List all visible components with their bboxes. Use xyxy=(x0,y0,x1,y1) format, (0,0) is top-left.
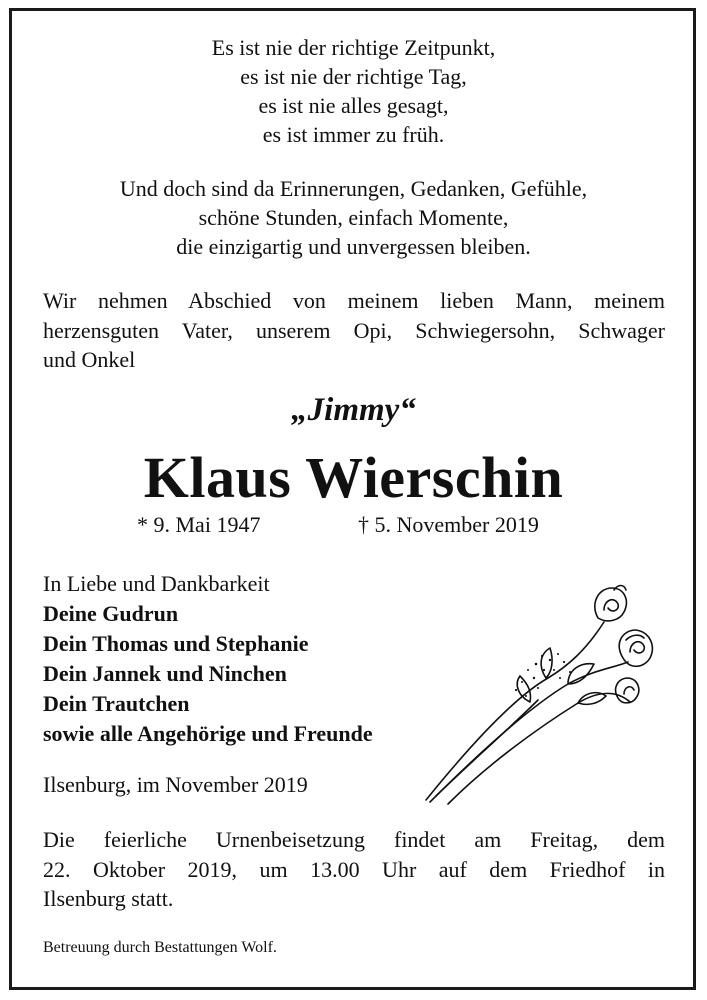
ceremony-line: Ilsenburg statt. xyxy=(43,886,174,911)
poem-stanza-1 xyxy=(0,33,707,149)
farewell-paragraph xyxy=(43,286,665,375)
poem-line: Und doch sind da Erinnerungen, Gedanken, Gefühle, xyxy=(119,176,588,201)
poem-line: es ist nie der richtige Tag, xyxy=(240,64,467,89)
poem-line: die einzigartig und unvergessen bleiben. xyxy=(176,234,531,259)
mourner-line: Dein Trautchen xyxy=(43,691,190,716)
roses-illustration-icon xyxy=(418,578,668,808)
poem-stanza-2 xyxy=(0,174,707,261)
ceremony-line: 22. Oktober 2019, um 13.00 Uhr auf dem Friedhof in xyxy=(43,856,665,882)
poem-line: es ist nie alles gesagt, xyxy=(258,93,449,118)
mourner-line: Dein Thomas und Stephanie xyxy=(43,631,309,656)
farewell-line: und Onkel xyxy=(43,347,136,372)
mourner-line: sowie alle Angehörige und Freunde xyxy=(43,721,373,746)
signoff-block xyxy=(43,569,373,749)
deceased-nickname: „Jimmy“ xyxy=(291,392,416,428)
ceremony-line: Die feierliche Urnenbeisetzung findet am Freitag, dem xyxy=(43,827,665,852)
farewell-line: herzensguten Vater, unserem Opi, Schwiegersohn, Schwager xyxy=(43,317,665,343)
funeral-home-credit: Betreuung durch Bestattungen Wolf. xyxy=(43,939,277,956)
deceased-name: Klaus Wierschin xyxy=(143,445,564,510)
ceremony-paragraph xyxy=(43,825,665,914)
birth-date: * 9. Mai 1947 xyxy=(137,512,261,537)
farewell-line: Wir nehmen Abschied von meinem lieben Mann, meinem xyxy=(43,288,665,313)
poem-line: schöne Stunden, einfach Momente, xyxy=(198,205,509,230)
poem-line: Es ist nie der richtige Zeitpunkt, xyxy=(211,35,496,60)
mourner-line: Dein Jannek und Ninchen xyxy=(43,661,287,686)
mourner-line: Deine Gudrun xyxy=(43,601,179,626)
poem-line: es ist immer zu früh. xyxy=(262,122,445,147)
death-date: † 5. November 2019 xyxy=(358,512,539,537)
place-date: Ilsenburg, im November 2019 xyxy=(43,772,308,797)
signoff-intro: In Liebe und Dankbarkeit xyxy=(43,571,270,596)
